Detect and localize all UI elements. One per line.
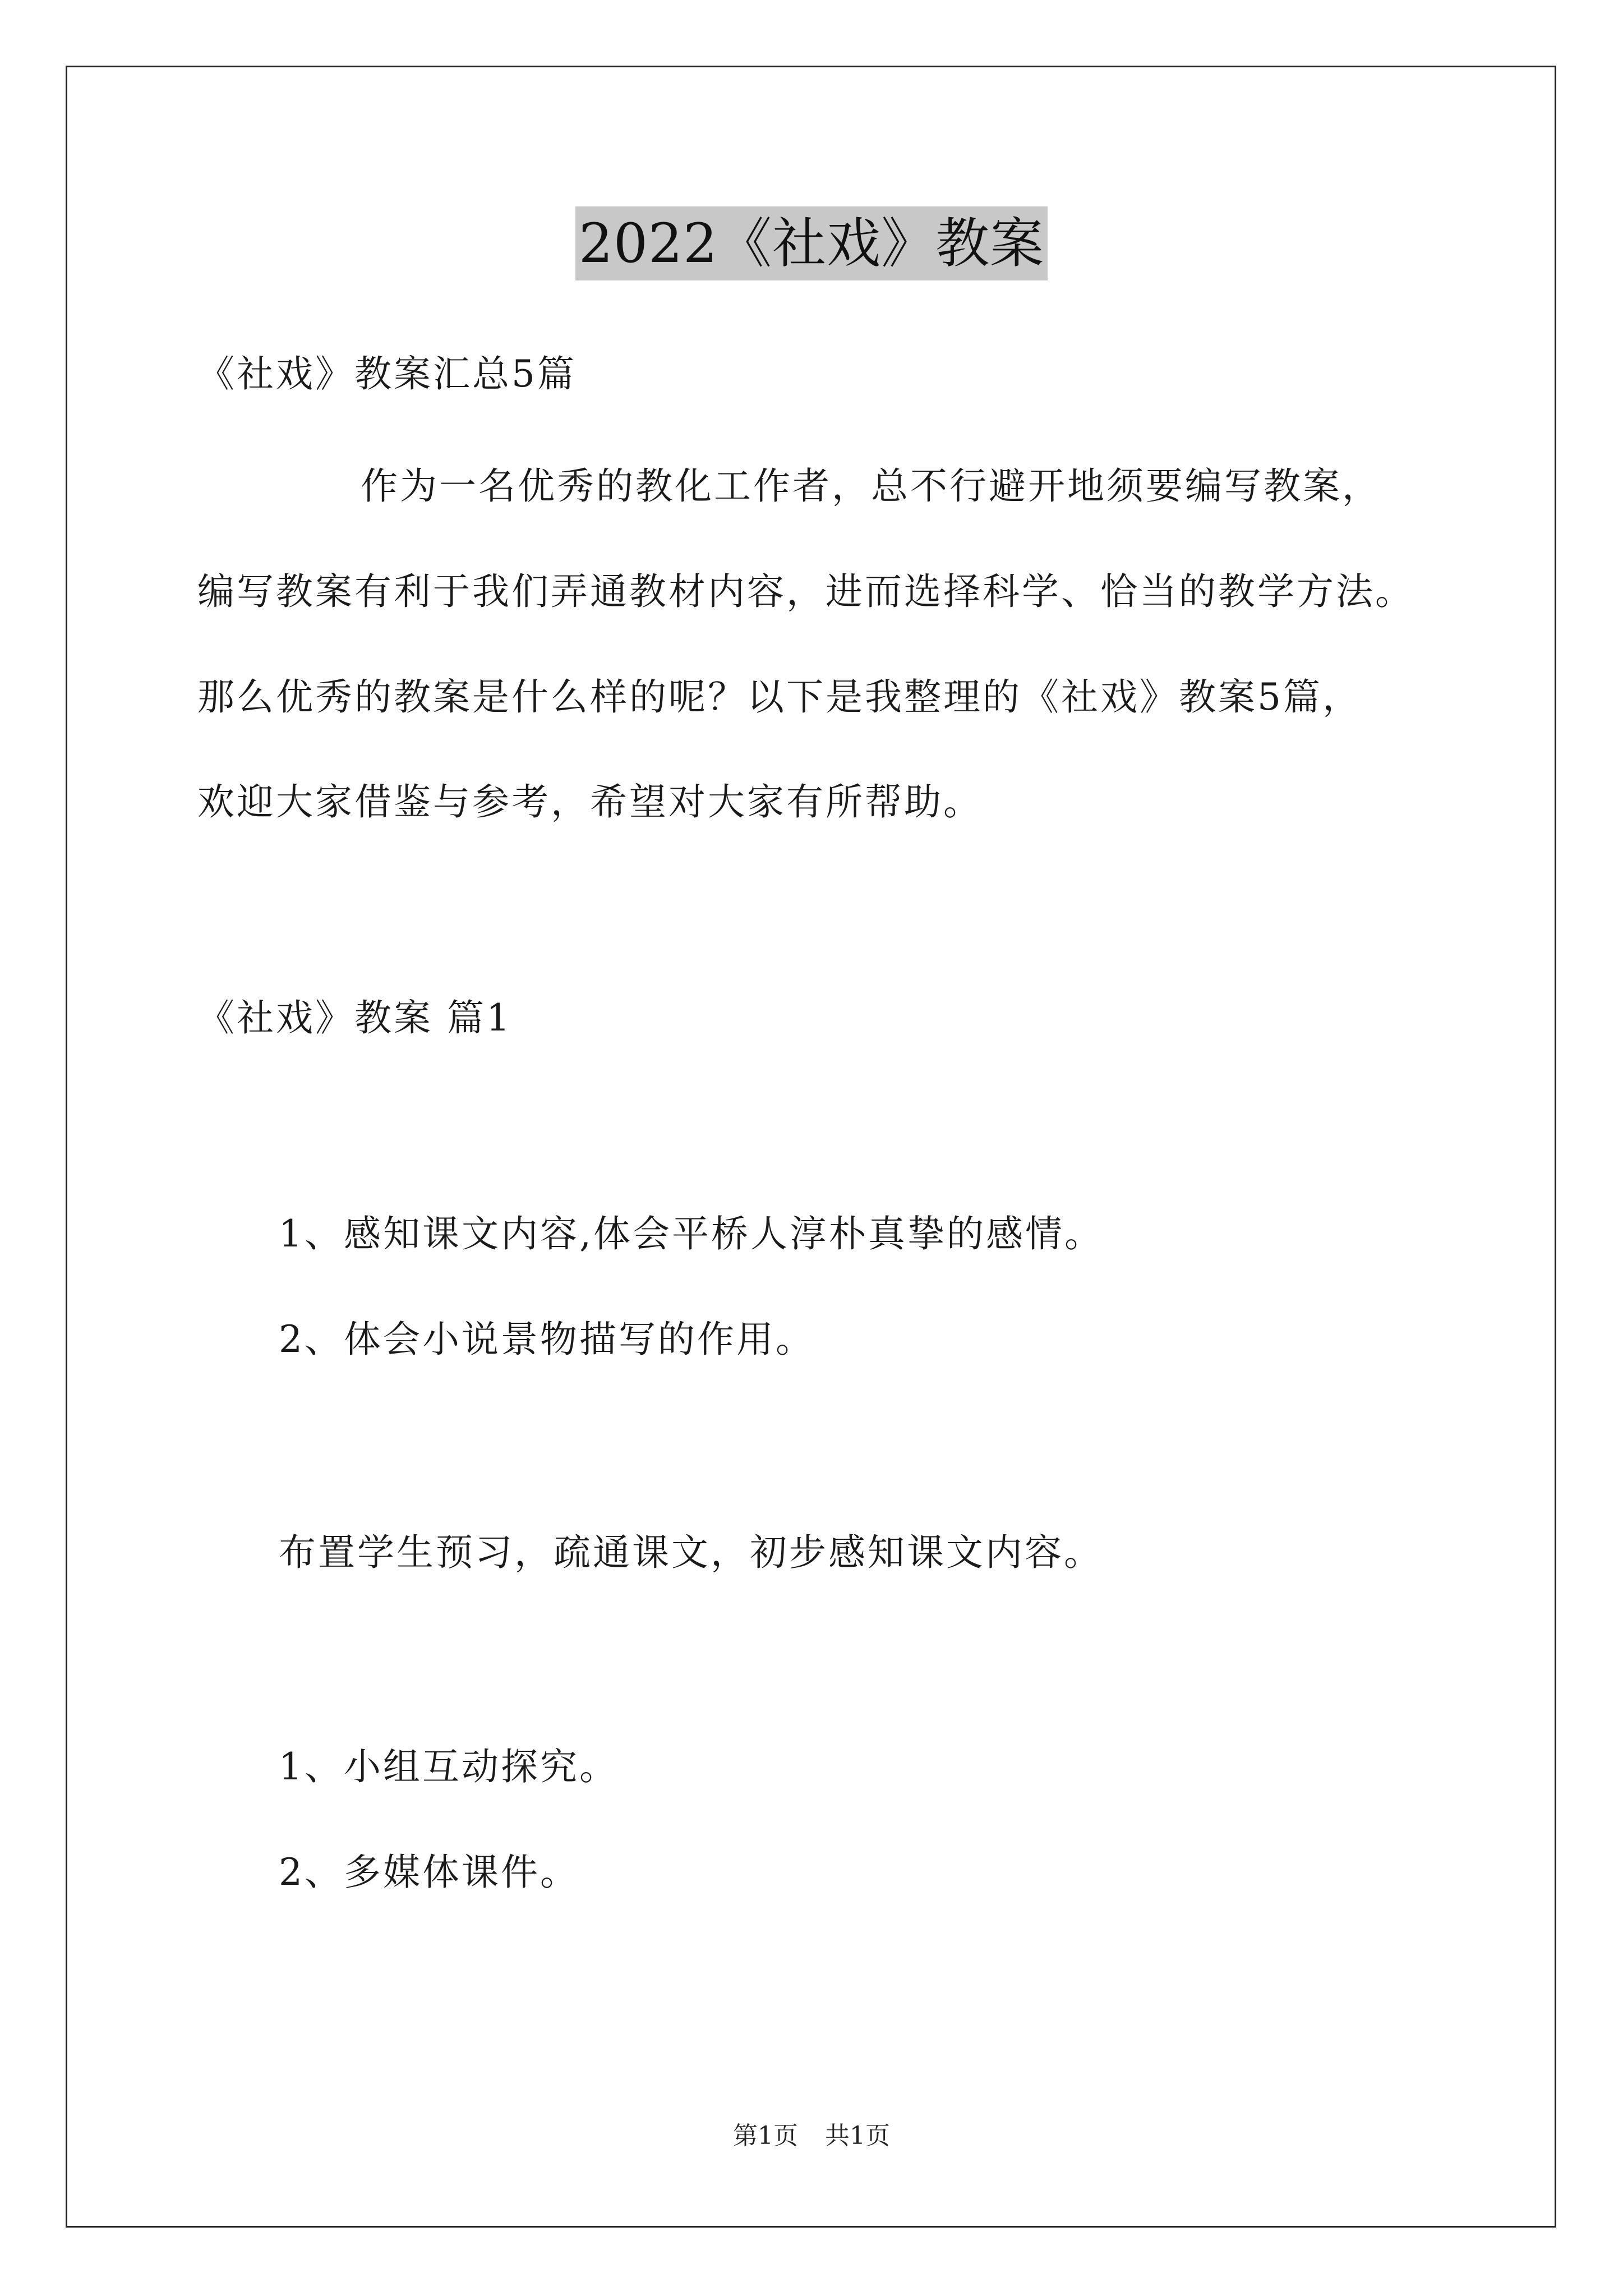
document-subtitle: 《社戏》教案汇总5篇 (197, 352, 577, 395)
document-title: 2022《社戏》教案 (575, 206, 1048, 280)
page-number-total: 共1页 (825, 2122, 890, 2150)
intro-line-4: 欢迎大家借鉴与参考，希望对大家有所帮助。 (197, 780, 983, 823)
method-item: 1、小组互动探究。 (279, 1745, 619, 1788)
intro-line-2: 编写教案有利于我们弄通教材内容，进而选择科学、恰当的教学方法。 (197, 570, 1414, 613)
preview-paragraph: 布置学生预习，疏通课文，初步感知课文内容。 (279, 1531, 1103, 1574)
page-footer (0, 2119, 1623, 2153)
intro-line-3: 那么优秀的教案是什么样的呢？以下是我整理的《社戏》教案5篇， (197, 675, 1362, 719)
page-number-current: 第1页 (733, 2122, 798, 2150)
method-item: 2、多媒体课件。 (279, 1851, 579, 1894)
intro-line-1: 作为一名优秀的教化工作者，总不行避开地须要编写教案， (361, 464, 1381, 508)
title-container (0, 206, 1623, 280)
goal-item: 2、体会小说景物描写的作用。 (279, 1318, 815, 1361)
goal-item: 1、感知课文内容,体会平桥人淳朴真挚的感情。 (279, 1212, 1104, 1255)
section-heading: 《社戏》教案 篇1 (197, 996, 512, 1039)
